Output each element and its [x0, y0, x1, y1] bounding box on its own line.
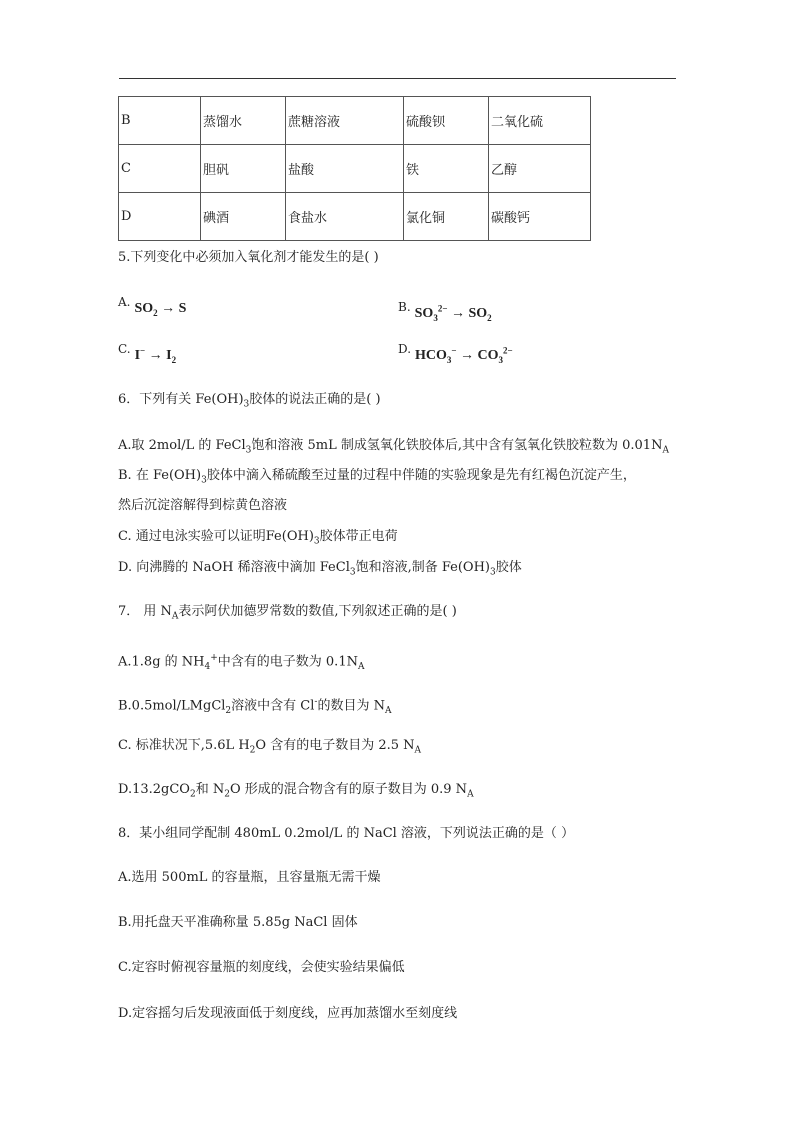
table-cell: 碘酒 [201, 193, 286, 241]
subscript: 2 [225, 705, 232, 716]
q6-option-a [118, 436, 669, 461]
text: 胶体带正电荷 [319, 529, 398, 544]
formula-sub: 3 [446, 354, 452, 365]
table-cell: 蒸馏水 [201, 97, 286, 145]
subscript: 3 [201, 475, 207, 486]
text: D. 向沸腾的 NaOH 稀溶液中滴加 FeCl [118, 560, 350, 575]
text: 7． 用 N [118, 604, 172, 619]
option-label: D. [398, 341, 412, 356]
text: 胶体 [495, 560, 522, 575]
subscript: 4 [204, 661, 211, 672]
text: 溶液中含有 Cl [231, 698, 315, 714]
arrow: → [157, 301, 179, 316]
table-cell: C [119, 145, 201, 193]
subscript: A [171, 611, 179, 622]
q8-option-c: C.定容时俯视容量瓶的刻度线，会使实验结果偏低 [118, 960, 405, 975]
text: 饱和溶液,制备 Fe(OH) [355, 560, 490, 575]
q7-option-b [118, 692, 391, 721]
text: 和 N [195, 782, 225, 797]
arrow: → [447, 305, 469, 321]
q6-option-b-line2: 然后沉淀溶解得到棕黄色溶液 [118, 498, 288, 513]
text: 胶体中滴入稀硫酸至过量的过程中伴随的实验现象是先有红褐色沉淀产生， [206, 468, 636, 483]
table-cell: 二氧化硫 [489, 97, 591, 145]
formula-sup: 2− [437, 303, 448, 313]
formula-sub: 2 [153, 307, 158, 318]
q6-option-c [118, 527, 398, 552]
table-cell: 硫酸钡 [404, 97, 489, 145]
text: A.1.8g 的 NH [118, 654, 205, 670]
formula-part: S [178, 301, 187, 316]
text: D.13.2gCO [118, 782, 190, 797]
formula-sub: 2 [487, 312, 492, 323]
text: O 形成的混合物含有的原子数目为 0.9 N [229, 782, 468, 797]
formula-part: I [166, 347, 172, 363]
table-cell: 铁 [404, 145, 489, 193]
formula-part: HCO [415, 347, 447, 363]
formula-sub: 3 [498, 354, 504, 365]
option-label: B. [398, 299, 411, 314]
q8-stem: 8．某小组同学配制 480mL 0.2mol/L 的 NaCl 溶液，下列说法正确的是（ ） [118, 826, 575, 841]
table-cell: 蔗糖溶液 [286, 97, 404, 145]
q5-option-d [398, 340, 513, 369]
option-label: C. [118, 341, 131, 356]
table-cell: 胆矾 [201, 145, 286, 193]
option-label: A. [118, 295, 131, 309]
text: 中含有的电子数为 0.1N [217, 654, 358, 670]
formula-part: CO [477, 347, 499, 363]
q5-option-c [118, 340, 176, 369]
subscript: 3 [313, 536, 320, 547]
subscript: 2 [189, 789, 196, 800]
subscript: 3 [349, 567, 356, 578]
formula-sub: 2 [171, 354, 177, 365]
q7-option-a [118, 648, 364, 677]
text: O 含有的电子数目为 2.5 N [255, 738, 415, 753]
q7-stem [118, 602, 457, 627]
subscript: A [357, 661, 365, 672]
formula-part: I [134, 347, 141, 363]
subscript: 3 [245, 445, 252, 456]
q6-option-b-line1 [118, 466, 636, 491]
table-row [119, 193, 591, 241]
q6-option-d [118, 558, 522, 583]
arrow: → [145, 347, 167, 363]
q6-stem [118, 390, 381, 415]
subscript: 3 [243, 399, 250, 410]
q8-option-b: B.用托盘天平准确称量 5.85g NaCl 固体 [118, 915, 358, 930]
arrow: → [456, 347, 478, 363]
formula-sup: − [451, 345, 457, 355]
formula-part: SO [414, 305, 434, 321]
q5-option-a [118, 295, 187, 323]
formula-sub: 3 [433, 312, 438, 323]
subscript: 2 [249, 745, 256, 756]
table-cell: 乙醇 [489, 145, 591, 193]
table-cell: 食盐水 [286, 193, 404, 241]
formula-sup: 2− [503, 345, 513, 355]
superscript: + [210, 653, 218, 663]
text: B.0.5mol/LMgCl [118, 698, 226, 714]
superscript: - [314, 697, 318, 707]
subscript: A [384, 705, 392, 716]
table-cell: D [119, 193, 201, 241]
text: 的数目为 N [317, 698, 385, 714]
text: 6．下列有关 Fe(OH) [118, 392, 244, 407]
table-row [119, 145, 591, 193]
subscript: A [414, 745, 422, 756]
q5-option-b [398, 298, 492, 327]
text: A.取 2mol/L 的 FeCl [118, 438, 246, 453]
subscript: A [467, 789, 474, 800]
subscript: 3 [490, 567, 496, 578]
text: 胶体的说法正确的是( ) [249, 392, 381, 407]
formula-sup: − [140, 345, 146, 355]
text: C. 标准状况下,5.6L H [118, 738, 250, 753]
table-cell: 碳酸钙 [489, 193, 591, 241]
table-cell: 盐酸 [286, 145, 404, 193]
text: B. 在 Fe(OH) [118, 468, 202, 483]
text: C. 通过电泳实验可以证明Fe(OH) [118, 529, 314, 544]
header-rule [119, 78, 676, 79]
q5-stem: 5.下列变化中必须加入氧化剂才能发生的是( ) [118, 250, 379, 265]
q8-option-a: A.选用 500mL 的容量瓶，且容量瓶无需干燥 [118, 870, 381, 885]
subscript: A [662, 445, 669, 456]
table-cell: B [119, 97, 201, 145]
text: 饱和溶液 5mL 制成氢氧化铁胶体后,其中含有氢氧化铁胶粒数为 0.01N [251, 438, 663, 453]
subscript: 2 [224, 789, 230, 800]
table-cell: 氯化铜 [404, 193, 489, 241]
formula-part: SO [134, 301, 154, 316]
text: 表示阿伏加德罗常数的数值,下列叙述正确的是( ) [178, 604, 457, 619]
formula-part: SO [468, 305, 488, 321]
table-row [119, 97, 591, 145]
q7-option-c [118, 736, 421, 761]
classification-table [118, 96, 591, 241]
q7-option-d [118, 780, 474, 805]
q8-option-d: D.定容摇匀后发现液面低于刻度线，应再加蒸馏水至刻度线 [118, 1006, 458, 1021]
